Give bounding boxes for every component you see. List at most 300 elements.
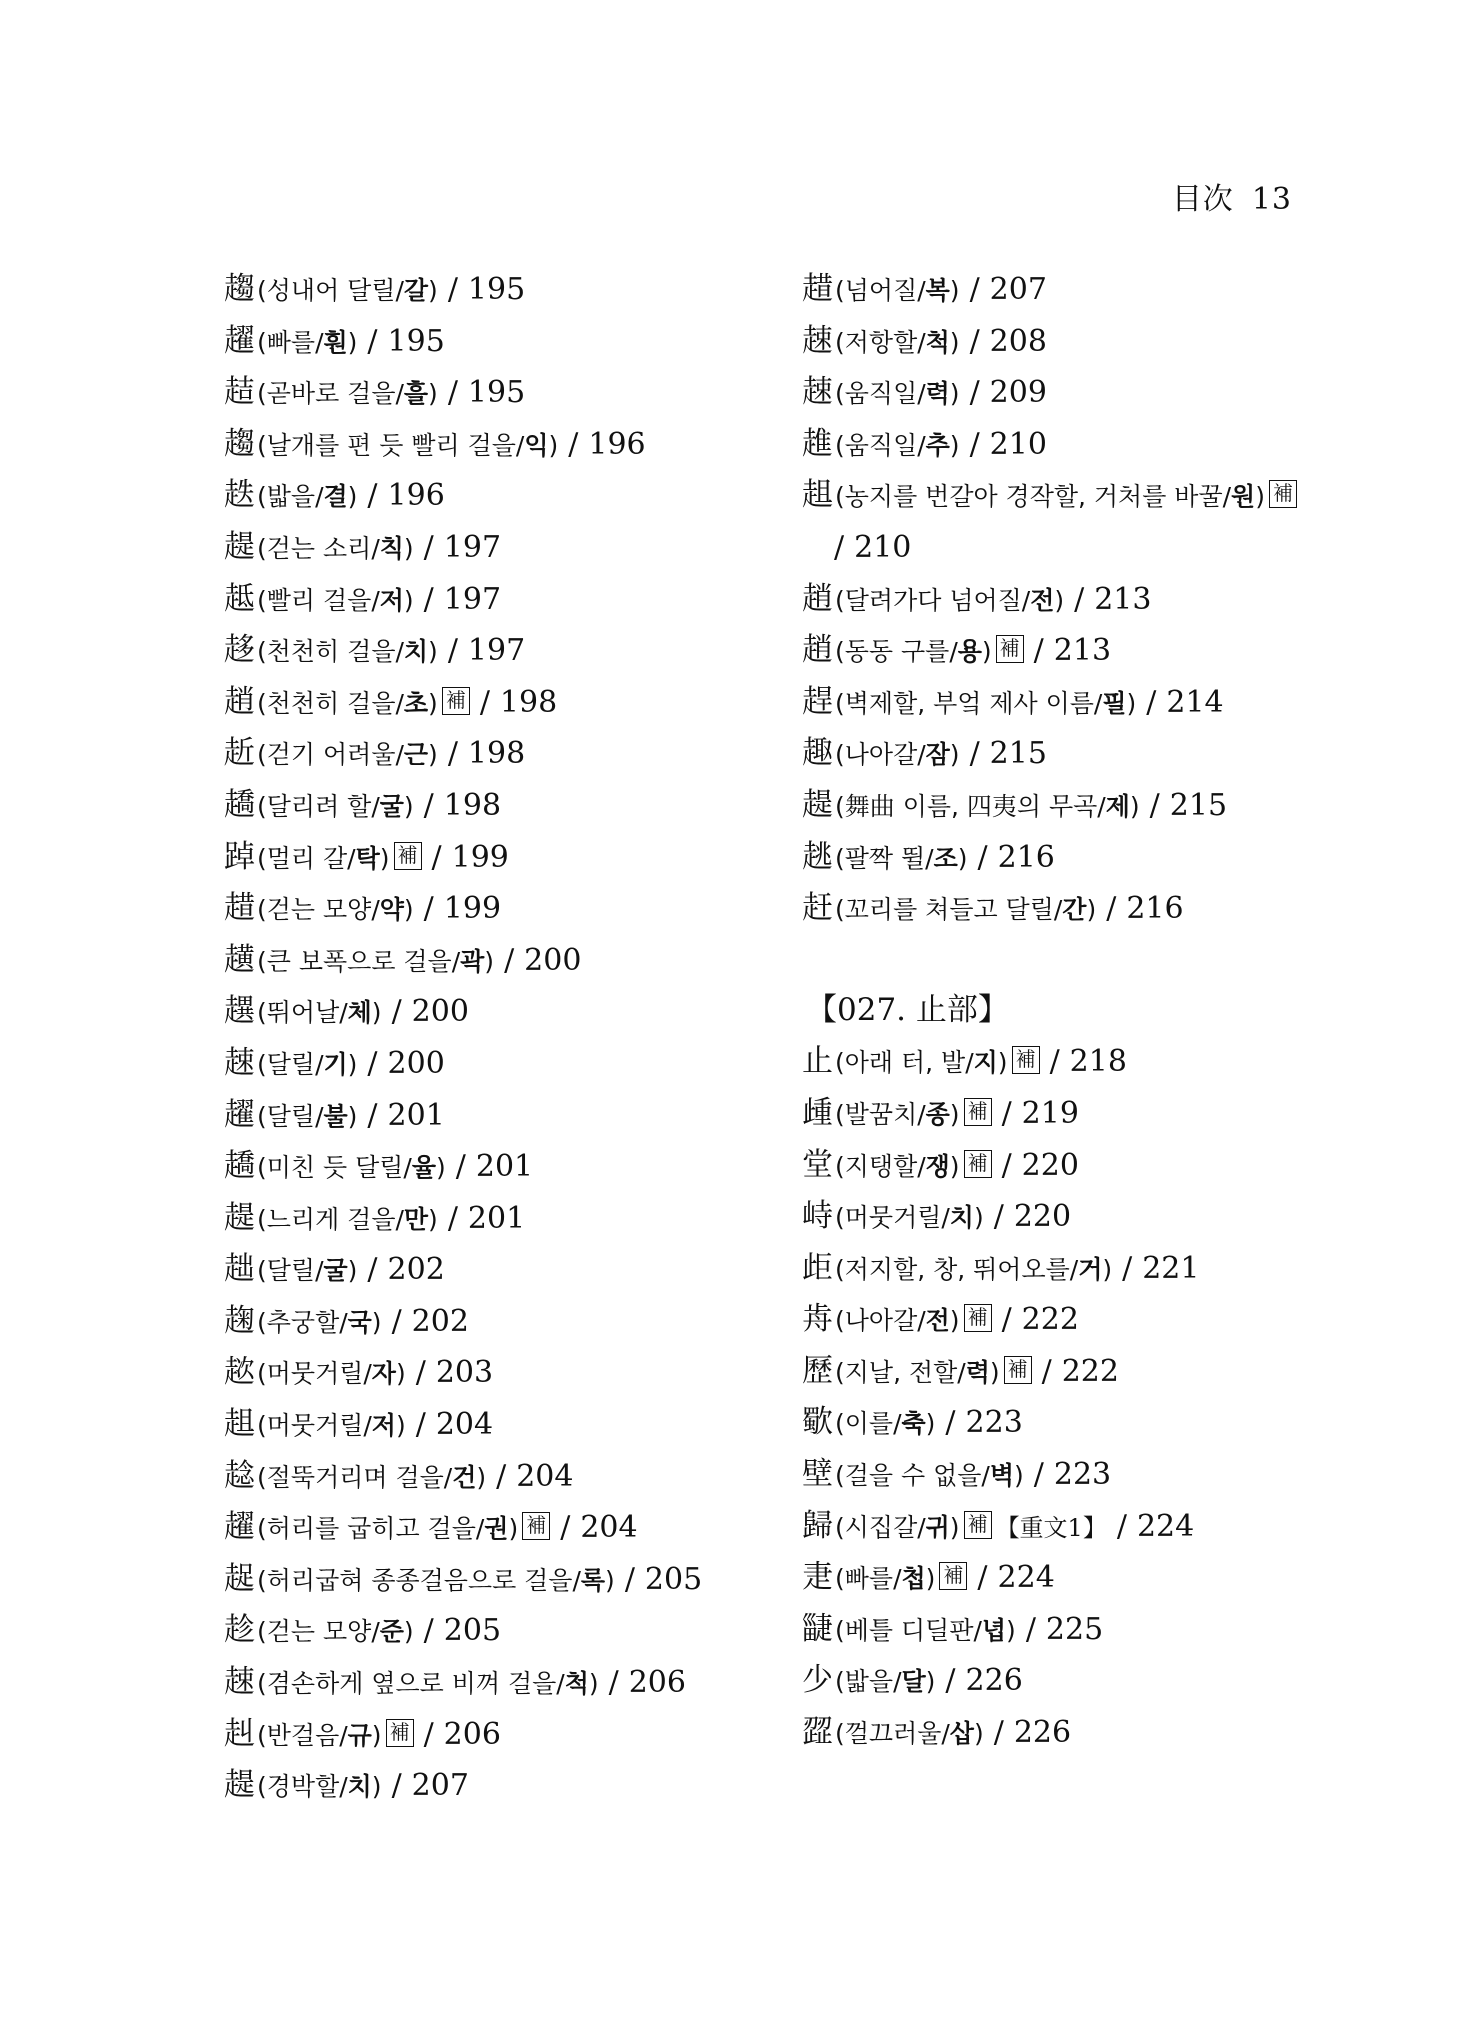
toc-entry: [224, 574, 784, 626]
entry-hanja: 趨: [224, 271, 255, 307]
entry-page-number: 205: [443, 1613, 502, 1649]
left-column: [224, 264, 784, 1812]
entry-page-number: 203: [435, 1355, 494, 1391]
entry-page-number: 215: [1169, 787, 1228, 823]
toc-entry: [224, 419, 784, 471]
entry-gloss: 달릴/: [266, 1256, 324, 1286]
page-separator: /: [1049, 1044, 1060, 1080]
gloss-open-bracket: (: [257, 1565, 267, 1595]
gloss-close-bracket: ): [428, 276, 438, 305]
entry-hanja: 趯: [224, 1509, 255, 1546]
entry-gloss: 미친 듯 달릴/: [266, 1153, 412, 1183]
section-title: 【027. 止部】: [806, 991, 1009, 1028]
entry-reading: 용: [957, 637, 982, 667]
entry-hanja: 疀: [802, 1610, 833, 1647]
entry-page-number: 226: [965, 1663, 1023, 1699]
toc-entry: [802, 1449, 1322, 1501]
entry-page-number: 214: [1166, 684, 1224, 720]
entry-hanja: 少: [802, 1662, 833, 1699]
entry-reading: 저: [379, 585, 404, 615]
supplement-badge: 補: [996, 635, 1024, 663]
gloss-close-bracket: ): [347, 482, 358, 512]
entry-gloss: 곧바로 걸을/: [266, 379, 404, 409]
gloss-open-bracket: (: [257, 998, 267, 1028]
entry-page-number: 198: [467, 736, 526, 772]
entry-reading: 잠: [925, 740, 950, 770]
toc-entry: [802, 883, 1322, 935]
entry-reading: 첩: [901, 1564, 926, 1594]
entry-reading: 력: [925, 379, 950, 409]
entry-reading: 흘: [403, 379, 429, 409]
entry-reading: 초: [403, 688, 429, 718]
entry-reading: 익: [524, 430, 549, 460]
entry-reading: 삽: [949, 1719, 974, 1749]
page-separator: /: [969, 272, 980, 307]
entry-reading: 굴: [323, 1256, 348, 1286]
toc-entry: [224, 316, 784, 368]
gloss-close-bracket: ): [436, 1153, 446, 1183]
page-separator: /: [1122, 1250, 1133, 1286]
page-separator: /: [391, 1768, 402, 1804]
gloss-open-bracket: (: [835, 1357, 845, 1387]
gloss-close-bracket: ): [949, 740, 960, 770]
gloss-open-bracket: (: [835, 843, 845, 873]
gloss-open-bracket: (: [835, 327, 845, 357]
toc-entry: [802, 1552, 1322, 1604]
entry-reading: 제: [1105, 791, 1130, 821]
entry-gloss: 지탱할/: [844, 1151, 926, 1181]
gloss-open-bracket: (: [257, 533, 267, 563]
entry-hanja: 趙: [224, 683, 255, 720]
gloss-close-bracket: ): [428, 637, 438, 667]
entry-reading: 곽: [460, 946, 485, 976]
entry-page-number: 219: [1021, 1095, 1079, 1131]
entry-reading: 지: [973, 1048, 998, 1078]
gloss-close-bracket: ): [403, 533, 414, 563]
gloss-open-bracket: (: [257, 327, 267, 357]
entry-reading: 필: [1102, 688, 1127, 718]
entry-gloss: 절뚝거리며 걸을/: [266, 1462, 453, 1492]
gloss-close-bracket: ): [1054, 585, 1065, 615]
page-separator: /: [367, 1097, 378, 1133]
toc-entry: [224, 1709, 784, 1761]
entry-gloss: 경박할/: [266, 1772, 348, 1802]
entry-reading: 귀: [925, 1512, 950, 1542]
gloss-open-bracket: (: [835, 688, 845, 718]
entry-hanja: 趯: [224, 1096, 255, 1133]
entry-gloss: 천천히 걸을/: [266, 637, 404, 667]
entry-page-number: 199: [451, 839, 509, 875]
gloss-open-bracket: (: [835, 1719, 845, 1749]
entry-hanja: 趧: [224, 1767, 255, 1804]
entry-reading: 탁: [355, 843, 380, 873]
entry-page-number: 196: [588, 426, 646, 462]
entry-hanja: 趑: [224, 1354, 255, 1391]
entry-gloss: 머뭇거릴/: [266, 1411, 372, 1441]
toc-entry: [802, 1501, 1322, 1553]
toc-entry: [802, 832, 1322, 884]
toc-entry: [224, 264, 784, 316]
page-separator: /: [1041, 1353, 1052, 1389]
gloss-close-bracket: ): [949, 1099, 960, 1129]
entry-page-number: 198: [443, 787, 502, 823]
entry-gloss: 꼬리를 쳐들고 달릴/: [844, 895, 1063, 925]
entry-reading: 굴: [379, 791, 404, 821]
toc-entry: [802, 1346, 1322, 1398]
gloss-open-bracket: (: [257, 1720, 267, 1750]
toc-entry: [224, 1296, 784, 1348]
entry-gloss: 날개를 편 듯 빨리 걸을/: [266, 430, 525, 460]
entry-reading: 거: [1078, 1254, 1103, 1284]
toc-entry: [224, 1605, 784, 1657]
gloss-close-bracket: ): [548, 430, 559, 460]
entry-hanja: 赳: [224, 1715, 255, 1752]
entry-page-number: 225: [1045, 1611, 1104, 1647]
entry-reading: 불: [323, 1101, 348, 1131]
gloss-close-bracket: ): [981, 637, 992, 667]
entry-gloss: 동동 구를/: [844, 637, 958, 667]
page-separator: /: [1025, 1611, 1036, 1647]
toc-entry: [224, 1193, 784, 1245]
entry-reading: 전: [1030, 585, 1055, 615]
entry-hanja: 趝: [224, 1457, 255, 1494]
toc-entry: [224, 470, 784, 522]
toc-entry: [802, 1191, 1322, 1243]
toc-entry: [224, 986, 784, 1038]
entry-hanja: 趚: [224, 1044, 255, 1081]
toc-entry: [802, 1294, 1322, 1346]
supplement-badge: 補: [964, 1511, 992, 1539]
toc-entry: [802, 1604, 1322, 1656]
toc-entry: [802, 1243, 1322, 1295]
page-separator: /: [969, 375, 980, 411]
entry-page-number: 205: [644, 1561, 703, 1597]
entry-reading: 저: [371, 1411, 396, 1441]
entry-page-number: 210: [854, 529, 912, 565]
entry-gloss: 걸을 수 없을/: [844, 1461, 990, 1491]
entry-hanja: 趙: [802, 632, 833, 669]
page-separator: /: [447, 272, 458, 307]
entry-page-number: 200: [524, 942, 582, 978]
entry-hanja: 趚: [802, 374, 833, 411]
gloss-open-bracket: (: [257, 1153, 267, 1183]
entry-page-number: 209: [989, 375, 1047, 411]
toc-entry: [224, 1244, 784, 1296]
gloss-close-bracket: ): [428, 379, 438, 409]
entry-reading: 벽: [989, 1461, 1014, 1491]
entry-reading: 녑: [981, 1615, 1007, 1645]
gloss-open-bracket: (: [257, 585, 267, 615]
toc-entry: [802, 316, 1322, 368]
entry-hanja: 趫: [224, 786, 255, 823]
entry-gloss: 달릴/: [266, 1049, 324, 1079]
entry-hanja: 趡: [802, 425, 833, 462]
gloss-open-bracket: (: [257, 1669, 267, 1699]
entry-page-number: 213: [1094, 581, 1152, 617]
gloss-close-bracket: ): [403, 791, 414, 821]
entry-gloss: 허리굽혀 종종걸음으로 걸을/: [266, 1565, 581, 1595]
entry-page-number: 224: [997, 1560, 1055, 1596]
entry-reading: 척: [925, 327, 950, 357]
toc-entry-continuation: / 210: [834, 529, 912, 565]
gloss-close-bracket: ): [605, 1565, 615, 1595]
entry-gloss: 달릴/: [266, 1101, 324, 1131]
page-separator: /: [1106, 891, 1117, 927]
entry-reading: 갈: [403, 276, 429, 305]
entry-page-number: 204: [435, 1407, 494, 1443]
entry-gloss: 나아갈/: [844, 1306, 926, 1336]
gloss-open-bracket: (: [835, 1099, 845, 1129]
gloss-close-bracket: ): [403, 585, 414, 615]
entry-gloss: 반걸음/: [266, 1720, 348, 1750]
entry-page-number: 197: [443, 581, 502, 617]
entry-gloss: 저항할/: [844, 327, 926, 357]
gloss-open-bracket: (: [835, 1254, 845, 1284]
page-separator: /: [993, 1199, 1004, 1235]
entry-gloss: 발꿈치/: [844, 1099, 926, 1129]
entry-reading: 추: [925, 430, 950, 460]
page-separator: /: [447, 736, 458, 772]
supplement-badge: 補: [964, 1098, 992, 1126]
entry-hanja: 趫: [224, 1148, 255, 1185]
page-separator: /: [1146, 684, 1157, 720]
entry-page-number: 207: [989, 272, 1047, 307]
toc-entry: [802, 419, 1322, 471]
gloss-close-bracket: ): [371, 1720, 382, 1750]
gloss-close-bracket: ): [347, 327, 358, 357]
entry-page-number: 213: [1053, 633, 1112, 669]
page-separator: /: [993, 1715, 1004, 1751]
entry-reading: 체: [347, 998, 372, 1028]
toc-entry: [802, 574, 1322, 626]
entry-gloss: 추궁할/: [266, 1307, 348, 1337]
entry-reading: 훤: [323, 327, 348, 357]
entry-page-number: 210: [989, 426, 1047, 462]
entry-page-number: 216: [1126, 891, 1184, 927]
entry-page-number: 199: [443, 891, 502, 927]
entry-hanja: 趉: [224, 1251, 255, 1288]
gloss-close-bracket: ): [347, 1101, 358, 1131]
entry-gloss: 밟을/: [844, 1667, 902, 1697]
gloss-close-bracket: ): [428, 688, 438, 718]
entry-gloss: 지날, 전할/: [844, 1357, 966, 1387]
toc-entry: [224, 728, 784, 780]
entry-gloss: 나아갈/: [844, 740, 926, 770]
entry-reading: 록: [580, 1565, 606, 1595]
entry-hanja: 歜: [802, 1404, 833, 1441]
right-bottom-group: [802, 1036, 1322, 1758]
gloss-open-bracket: (: [835, 430, 845, 460]
entry-reading: 약: [379, 895, 404, 925]
entry-page-number: 195: [387, 323, 445, 359]
gloss-close-bracket: ): [949, 1151, 960, 1181]
entry-hanja: 趒: [802, 838, 833, 875]
page-separator: /: [415, 1355, 426, 1391]
entry-hanja: 趚: [802, 322, 833, 359]
toc-entry: [224, 1760, 784, 1812]
gloss-close-bracket: ): [997, 1048, 1008, 1078]
toc-entry: [802, 677, 1322, 729]
entry-hanja: 趪: [224, 941, 255, 978]
gloss-close-bracket: ): [1102, 1254, 1113, 1284]
page-separator: /: [1001, 1302, 1012, 1338]
supplement-badge: 補: [394, 842, 422, 870]
gloss-open-bracket: (: [257, 1772, 267, 1802]
entry-page-number: 222: [1061, 1353, 1119, 1389]
entry-hanja: 趚: [224, 1664, 255, 1701]
header-title: 目次: [1171, 182, 1234, 217]
entry-reading: 복: [925, 276, 950, 305]
entry-page-number: 200: [387, 1045, 445, 1081]
toc-entry: [224, 522, 784, 574]
gloss-open-bracket: (: [257, 688, 267, 718]
toc-entry: [802, 625, 1322, 677]
toc-entry: [224, 883, 784, 935]
entry-hanja: 趄: [224, 1406, 255, 1443]
page-separator: /: [977, 1560, 988, 1596]
gloss-close-bracket: ): [1129, 791, 1140, 821]
entry-hanja: 歷: [802, 1352, 833, 1389]
toc-entry: [802, 780, 1322, 832]
entry-gloss: 뛰어날/: [266, 998, 348, 1028]
entry-hanja: 趯: [224, 322, 255, 359]
entry-gloss: 시집갈/: [844, 1512, 926, 1542]
gloss-close-bracket: ): [949, 327, 960, 357]
gloss-open-bracket: (: [835, 1461, 845, 1491]
page-separator: /: [568, 426, 579, 462]
entry-hanja: 歬: [802, 1301, 833, 1338]
entry-reading: 자: [371, 1359, 396, 1389]
page-separator: /: [447, 375, 458, 411]
gloss-open-bracket: (: [835, 740, 845, 770]
toc-entry: [224, 1090, 784, 1142]
entry-page-number: 206: [628, 1665, 686, 1701]
entry-hanja: 踔: [224, 838, 255, 875]
gloss-open-bracket: (: [257, 1049, 267, 1079]
page-separator: /: [977, 839, 988, 875]
gloss-open-bracket: (: [257, 1204, 267, 1234]
entry-gloss: 저지할, 창, 뛰어오를/: [844, 1254, 1079, 1284]
entry-hanja: 趧: [224, 1199, 255, 1236]
page-separator: /: [367, 478, 378, 514]
right-column: [802, 264, 1322, 1759]
entry-gloss: 달리려 할/: [266, 791, 380, 821]
entry-reading: 만: [403, 1204, 429, 1234]
gloss-open-bracket: (: [257, 740, 267, 770]
entry-page-number: 216: [997, 839, 1055, 875]
page-separator: /: [423, 581, 434, 617]
entry-hanja: 趕: [802, 683, 833, 720]
toc-entry: [802, 1707, 1322, 1759]
entry-page-number: 204: [516, 1458, 574, 1494]
gloss-close-bracket: ): [949, 430, 960, 460]
entry-page-number: 226: [1013, 1715, 1072, 1751]
entry-reading: 결: [323, 482, 348, 512]
page-separator: /: [447, 633, 458, 669]
gloss-open-bracket: (: [835, 1564, 845, 1594]
page-separator: /: [945, 1663, 956, 1699]
toc-entry: [224, 625, 784, 677]
gloss-close-bracket: ): [957, 843, 968, 873]
entry-reading: 축: [901, 1409, 926, 1439]
entry-page-number: 207: [411, 1768, 469, 1804]
entry-page-number: 196: [387, 478, 445, 514]
entry-hanja: 趧: [802, 786, 833, 823]
gloss-open-bracket: (: [835, 276, 845, 305]
toc-entry: [224, 1657, 784, 1709]
gloss-close-bracket: ): [403, 1617, 414, 1647]
gloss-close-bracket: ): [949, 1306, 960, 1336]
entry-reading: 근: [403, 740, 429, 770]
gloss-close-bracket: ): [588, 1669, 599, 1699]
gloss-close-bracket: ): [925, 1409, 936, 1439]
entry-reading: 쟁: [925, 1151, 950, 1181]
page-separator: /: [1149, 787, 1160, 823]
entry-reading: 치: [347, 1772, 372, 1802]
entry-hanja: 趨: [224, 425, 255, 462]
entry-hanja: 止: [802, 1043, 833, 1080]
entry-reading: 권: [484, 1514, 509, 1544]
page-separator: /: [1001, 1147, 1012, 1183]
gloss-open-bracket: (: [257, 1617, 267, 1647]
gloss-close-bracket: ): [395, 1411, 406, 1441]
page-separator: /: [367, 1045, 378, 1081]
toc-entry: [224, 1038, 784, 1090]
toc-entry: [224, 367, 784, 419]
gloss-close-bracket: ): [1006, 1615, 1016, 1645]
entry-page-number: 220: [1013, 1199, 1072, 1235]
toc-entry: [224, 935, 784, 987]
entry-hanja: 趣: [802, 735, 833, 772]
toc-entry: [802, 728, 1322, 780]
gloss-close-bracket: ): [949, 276, 960, 305]
entry-page-number: 202: [411, 1303, 469, 1339]
entry-page-number: 198: [499, 684, 558, 720]
entry-reading: 준: [379, 1617, 404, 1647]
entry-gloss: 성내어 달릴/: [266, 276, 404, 305]
entry-page-number: 220: [1021, 1147, 1079, 1183]
page-separator: /: [423, 1613, 434, 1649]
entry-hanja: 歫: [802, 1249, 833, 1286]
toc-entry: [224, 677, 784, 729]
page-separator: /: [1033, 633, 1044, 669]
entry-reading: 치: [403, 637, 429, 667]
gloss-open-bracket: (: [257, 946, 267, 976]
entry-gloss: 큰 보폭으로 걸을/: [266, 946, 461, 976]
entry-gloss: 빠를/: [844, 1564, 902, 1594]
entry-gloss: 넘어질/: [844, 276, 926, 305]
gloss-close-bracket: ): [949, 1512, 960, 1542]
entry-page-number: 223: [965, 1405, 1023, 1441]
entry-page-number: 224: [1136, 1508, 1195, 1544]
page-separator: /: [504, 942, 515, 978]
page-separator: /: [415, 1407, 426, 1443]
entry-reading: 달: [901, 1667, 926, 1697]
gloss-close-bracket: ): [989, 1357, 1000, 1387]
entry-page-number: 201: [475, 1149, 534, 1185]
gloss-close-bracket: ): [371, 998, 382, 1028]
page-separator: /: [423, 891, 434, 927]
entry-hanja: 趜: [224, 1302, 255, 1339]
entry-reading: 기: [323, 1049, 348, 1079]
gloss-open-bracket: (: [835, 1409, 845, 1439]
entry-page-number: 197: [467, 633, 526, 669]
gloss-close-bracket: ): [428, 1204, 438, 1234]
entry-gloss: 머뭇거릴/: [844, 1203, 950, 1233]
entry-gloss: 천천히 걸을/: [266, 688, 404, 718]
gloss-open-bracket: (: [835, 1615, 845, 1645]
gloss-open-bracket: (: [257, 379, 267, 409]
